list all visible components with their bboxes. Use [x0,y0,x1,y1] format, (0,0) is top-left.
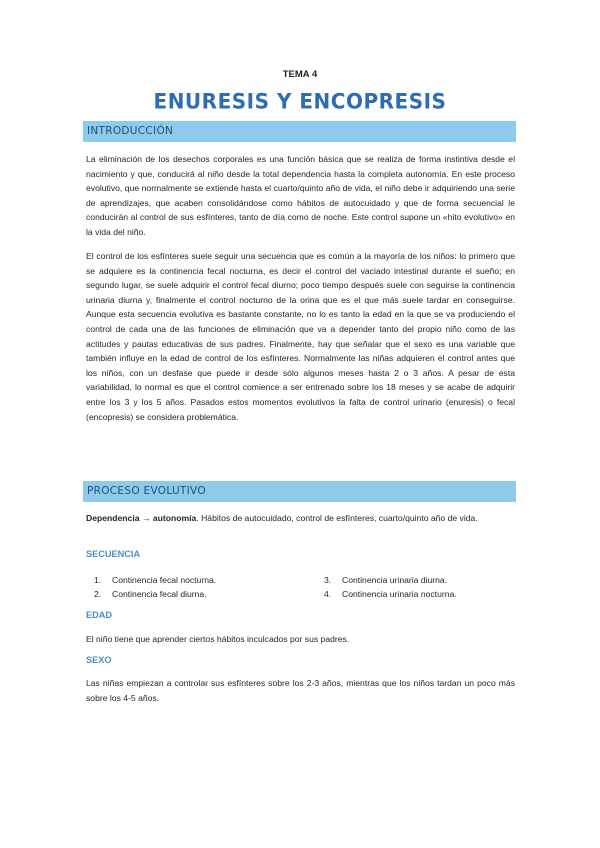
sexo-paragraph: Las niñas empiezan a controlar sus esfínteres sobre los 2-3 años, mientras que los niños tardan un poco más sobre los 4-5 años. [86,678,515,703]
list-item: 2. Continencia fecal diurna. [94,589,207,599]
subheading-edad: EDAD [86,610,113,620]
subheading-secuencia: SECUENCIA [86,549,141,559]
section-header-introduccion [83,121,516,142]
intro-paragraph-1: La eliminación de los desechos corporales es una función básica que se realiza de forma instintiva desde el nacimiento y que, conducirá al niño desde la total dependencia hasta la completa autonomía. En este proceso evolutivo, que normalmente se extiende hasta el cuarto/quinto año de vida, el niño debe ir adquiriendo una serie de aprendizajes, que acaben consolidándose como hábitos de autocuidado y que de forma secuencial le conducirán al control de sus esfínteres, tanto de día como de noche. Este control supone un «hito evolutivo» en la vida del niño. [86,154,515,237]
edad-paragraph: El niño tiene que aprender ciertos hábitos inculcados por sus padres. [86,634,350,644]
subheading-sexo: SEXO [86,655,112,665]
topic-number: TEMA 4 [282,69,318,80]
section-heading: INTRODUCCIÓN [87,125,174,137]
lead-text: . Hábitos de autocuidado, control de esfínteres, cuarto/quinto año de vida. [196,513,478,523]
list-item: 4. Continencia urinaria nocturna. [324,589,457,599]
section-heading: PROCESO EVOLUTIVO [87,485,206,497]
document-title: ENURESIS Y ENCOPRESIS [153,88,447,114]
proceso-lead-paragraph [86,511,515,526]
list-item: 3. Continencia urinaria diurna. [324,575,448,585]
lead-bold-text: Dependencia → autonomía [86,513,197,523]
sequence-list-right [324,573,457,601]
sequence-list-left [94,573,216,601]
list-item: 1. Continencia fecal nocturna. [94,575,217,585]
intro-paragraph-2: El control de los esfínteres suele seguir una secuencia que es común a la mayoría de los niños: lo primero que se adquiere es la continencia fecal nocturna, es decir el control del vaciado intestinal durante el sueño; en segundo lugar, se suele adquirir el control fecal diurno; poco tiempo después suele con seguirse la continencia urinaria diurna y, finalmente el control nocturno de la orina que es el que más suele tardar en conseguirse. Aunque esta secuencia evolutiva es bastante constante, no lo es tanto la edad en la que se va produciendo el control de cada una de las funciones de eliminación que va a depender tanto del propio niño como de las actitudes y pautas educativas de sus padres. Finalmente, hay que señalar que el sexo es una variable que también influye en la edad de control de los esfínteres. Normalmente las niñas adquieren el control antes que los niños, con un desfase que puede ir desde sólo algunos meses hasta 2 o 3 años. A pesar de esta variabilidad, lo normal es que el control comience a ser entrenado sobre los 18 meses y se acabe de adquirir entre los 3 y los 5 años. Pasados estos momentos evolutivos la falta de control urinario (enuresis) o fecal (encopresis) se considera problemática. [86,251,515,422]
section-header-proceso [83,481,516,502]
